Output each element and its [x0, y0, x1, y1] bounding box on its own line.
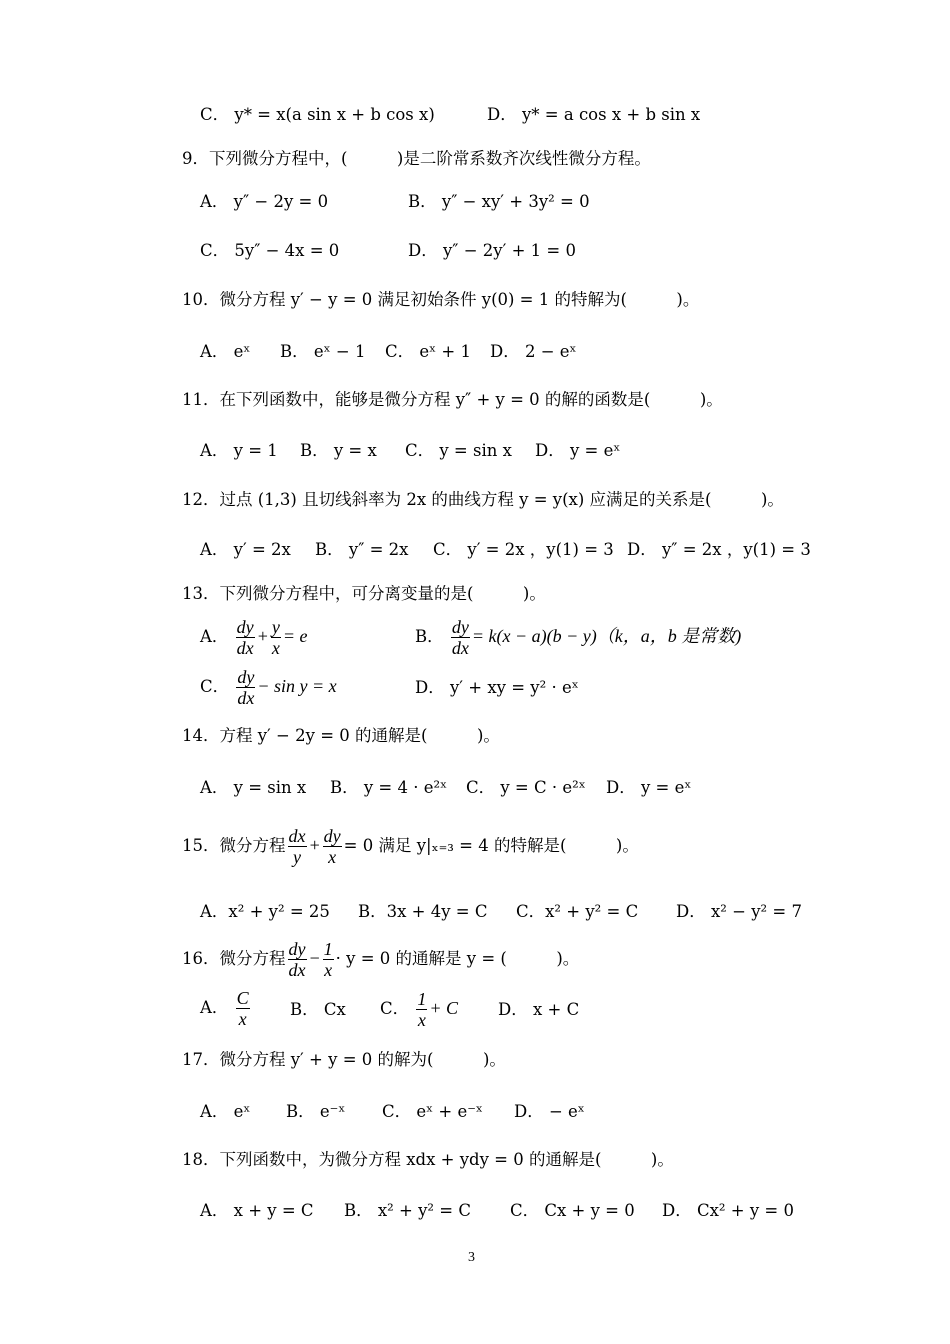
q17-option-a: A． eˣ [200, 1102, 251, 1121]
q16-option-a: A． $\frac{C}{x}$ [200, 988, 249, 1029]
q16-frac-1-x: $\frac{1}{x}$ [323, 939, 333, 980]
question-14-stem: 14．方程 y′ − 2y = 0 的通解是( )。 [182, 726, 500, 745]
question-17-stem: 17．微分方程 y′ + y = 0 的解为( )。 [182, 1050, 506, 1069]
q16-option-d: D． x + C [498, 1000, 580, 1019]
question-18-stem: 18．下列函数中，为微分方程 xdx + ydy = 0 的通解是( )。 [182, 1150, 674, 1169]
q16-a-frac-c-x: $\frac{C}{x}$ [236, 988, 249, 1029]
q10-option-b: B． eˣ − 1 [280, 342, 366, 361]
q9-option-a: A． y″ − 2y = 0 [200, 192, 329, 211]
q14-option-a: A． y = sin x [200, 778, 307, 797]
q9-option-c: C． 5y″ − 4x = 0 [200, 241, 340, 260]
q11-option-b: B． y = x [300, 441, 377, 460]
q16-option-c: C． $\frac{1}{x}$ + C [380, 989, 459, 1030]
q16-c-frac-1-x: $\frac{1}{x}$ [417, 989, 427, 1030]
q10-option-c: C． eˣ + 1 [385, 342, 471, 361]
q12-option-a: A． y′ = 2x [200, 540, 291, 559]
q15-option-b: B．3x + 4y = C [358, 902, 488, 921]
q13-option-a: A． $\frac{dy}{dx}$ + $\frac{y}{x}$ = e [200, 617, 308, 658]
q15-option-a: A．x² + y² = 25 [200, 902, 330, 921]
q15-frac-dy-x: $\frac{dy}{x}$ [323, 826, 341, 867]
q13-option-b-letter: B． [415, 627, 444, 646]
q9-option-d: D． y″ − 2y′ + 1 = 0 [408, 241, 576, 260]
q13-option-c-letter: C． [200, 677, 230, 696]
q12-option-b: B． y″ = 2x [315, 540, 409, 559]
question-10-stem: 10．微分方程 y′ − y = 0 满足初始条件 y(0) = 1 的特解为( )。 [182, 290, 700, 309]
q16-frac-dy-dx: $\frac{dy}{dx}$ [288, 939, 306, 980]
question-12-stem: 12．过点 (1,3) 且切线斜率为 2x 的曲线方程 y = y(x) 应满足的关系是( )。 [182, 490, 784, 509]
q17-option-d: D． − eˣ [514, 1102, 585, 1121]
question-11-stem: 11．在下列函数中，能够是微分方程 y″ + y = 0 的解的函数是( )。 [182, 390, 723, 409]
q10-option-a: A． eˣ [200, 342, 251, 361]
q13-option-d: D． y′ + xy = y² · eˣ [415, 678, 579, 697]
question-13-stem: 13．下列微分方程中，可分离变量的是( )。 [182, 584, 546, 603]
q14-option-b: B． y = 4 · e²ˣ [330, 778, 448, 797]
page-number: 3 [468, 1250, 475, 1265]
q8-option-d: D． y* = a cos x + b sin x [487, 105, 701, 124]
q11-option-c: C． y = sin x [405, 441, 512, 460]
q17-option-c: C． eˣ + e⁻ˣ [382, 1102, 483, 1121]
q13-option-a-letter: A． [200, 627, 229, 646]
q18-option-a: A． x + y = C [200, 1201, 314, 1220]
q13-b-frac-dy-dx: $\frac{dy}{dx}$ [451, 617, 469, 658]
q14-option-d: D． y = eˣ [606, 778, 692, 797]
question-15-stem: 15．微分方程 $\frac{dx}{y}$ + $\frac{dy}{x}$ = 0 满足 y|ₓ₌₃ = 4 的特解是( )。 [182, 826, 639, 867]
q15-option-d: D． x² − y² = 7 [676, 902, 802, 921]
q14-option-c: C． y = C · e²ˣ [466, 778, 586, 797]
question-16-stem: 16．微分方程 $\frac{dy}{dx}$ − $\frac{1}{x}$ · y = 0 的通解是 y = ( )。 [182, 939, 580, 980]
q9-option-b: B． y″ − xy′ + 3y² = 0 [408, 192, 590, 211]
q12-option-d: D． y″ = 2x ，y(1) = 3 [627, 540, 811, 559]
q16-option-b: B． Cx [290, 1000, 346, 1019]
q11-option-a: A． y = 1 [200, 441, 278, 460]
q13-a-frac-y-x: $\frac{y}{x}$ [271, 617, 280, 658]
q18-option-d: D． Cx² + y = 0 [662, 1201, 794, 1220]
question-9-stem: 9．下列微分方程中，( )是二阶常系数齐次线性微分方程。 [182, 149, 651, 168]
q18-option-b: B． x² + y² = C [344, 1201, 471, 1220]
q11-option-d: D． y = eˣ [535, 441, 621, 460]
q10-option-d: D． 2 − eˣ [490, 342, 577, 361]
q17-option-b: B． e⁻ˣ [286, 1102, 346, 1121]
q13-option-b: B． $\frac{dy}{dx}$ = k(x − a)(b − y)（k，a，b 是常数) [415, 617, 742, 658]
q12-option-c: C． y′ = 2x ，y(1) = 3 [433, 540, 614, 559]
q13-c-frac-dy-dx: $\frac{dy}{dx}$ [237, 667, 255, 708]
q8-option-c: C． y* = x(a sin x + b cos x) [200, 105, 435, 124]
q13-a-frac-dy-dx: $\frac{dy}{dx}$ [236, 617, 254, 658]
q13-option-c: C． $\frac{dy}{dx}$ − sin y = x [200, 667, 337, 708]
q15-option-c: C．x² + y² = C [516, 902, 639, 921]
q15-frac-dx-y: $\frac{dx}{y}$ [288, 826, 306, 867]
q18-option-c: C． Cx + y = 0 [510, 1201, 635, 1220]
